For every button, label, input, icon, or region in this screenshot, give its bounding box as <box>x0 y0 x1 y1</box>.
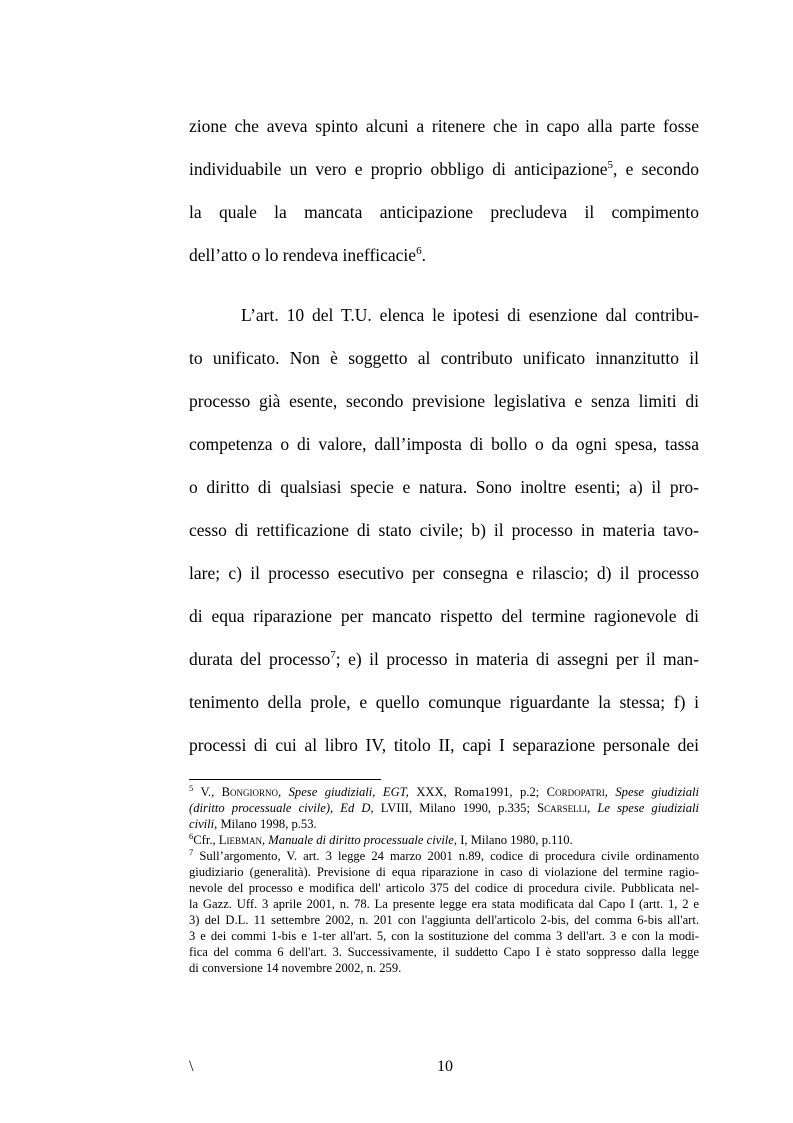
paragraph-1-line-4 <box>189 243 699 267</box>
footnote-7-line-6 <box>189 929 699 944</box>
footnote-number: 6 <box>189 831 194 841</box>
text-run: , <box>587 801 598 815</box>
text-run: dell’atto o lo rendeva inefficacie <box>189 245 417 265</box>
text-run: processi di cui al libro IV, titolo II, capi I separazione personale dei <box>189 735 699 755</box>
footnote-5-line-1 <box>189 785 699 800</box>
author-name: Cordopatri <box>546 785 605 799</box>
footnote-ref-7[interactable]: 7 <box>330 649 336 661</box>
text-run: , e secondo <box>612 159 699 179</box>
footnote-ref-6[interactable]: 6 <box>416 245 422 257</box>
footnote-7-line-1 <box>189 849 699 864</box>
work-title: Spese giudiziali, EGT, <box>288 785 409 799</box>
paragraph-2-line-4 <box>189 432 699 456</box>
text-run: processo già esente, secondo previsione legislativa e senza limiti di <box>189 391 699 411</box>
footnote-7-line-5 <box>189 913 699 928</box>
paragraph-2-line-9 <box>189 647 699 671</box>
page-number: 10 <box>437 1058 453 1075</box>
text-run: la quale la mancata anticipazione precludeva il compimento <box>189 202 699 222</box>
text-run: lare; c) il processo esecutivo per consegna e rilascio; d) il processo <box>189 563 699 583</box>
author-name: Scarselli <box>537 801 588 815</box>
footnote-7-line-7 <box>189 945 699 960</box>
footnote-7-line-4 <box>189 897 699 912</box>
paragraph-2-line-3 <box>189 389 699 413</box>
text-run: individuabile un vero e proprio obbligo di anticipazione <box>189 159 608 179</box>
text-run: Cfr., <box>193 833 219 847</box>
footnote-7-line-8 <box>189 961 699 976</box>
paragraph-1-line-1 <box>189 114 699 138</box>
text-run: giudiziario (generalità). Previsione di equa riparazione in caso di violazione del termine ragio- <box>189 865 699 879</box>
text-run: cesso di rettificazione di stato civile; b) il processo in materia tavo- <box>189 520 699 540</box>
footnote-number: 5 <box>189 783 194 793</box>
work-title: Spese giudiziali <box>615 785 700 799</box>
author-name: Bongiorno <box>221 785 279 799</box>
text-run: , <box>278 785 289 799</box>
text-run: Milano 1998, p.53. <box>217 817 317 831</box>
paragraph-1-line-3 <box>189 200 699 224</box>
text-run: Sull’argomento, V. art. 3 legge 24 marzo 2001 n.89, codice di procedura civile ordinamento <box>193 849 699 863</box>
text-run: nevole del processo e modifica dell' articolo 375 del codice di procedura civile. Pubblicata nel- <box>189 881 699 895</box>
text-run: durata del processo <box>189 649 331 669</box>
text-run: tenimento della prole, e quello comunque riguardante la stessa; f) i <box>189 692 699 712</box>
footnote-6-line-1 <box>189 833 699 848</box>
text-run: di conversione 14 novembre 2002, n. 259. <box>189 961 402 975</box>
footnote-5-line-3 <box>189 817 699 832</box>
work-title: Manuale di diritto processuale civile, <box>268 833 458 847</box>
text-run: I, Milano 1980, p.110. <box>457 833 573 847</box>
text-run: , <box>604 785 616 799</box>
paragraph-2-line-8 <box>189 604 699 628</box>
work-title: Le spese giudiziali <box>597 801 700 815</box>
paragraph-2-line-10 <box>189 690 699 714</box>
work-title: (diritto processuale civile), Ed D, <box>189 801 374 815</box>
footnote-7-line-3 <box>189 881 699 896</box>
paragraph-2-line-6 <box>189 518 699 542</box>
text-run: L’art. 10 del T.U. elenca le ipotesi di esenzione dal contribu- <box>241 305 699 325</box>
work-title: civili, <box>189 817 218 831</box>
author-name: Liebman <box>218 833 262 847</box>
text-run: fica del comma 6 dell'art. 3. Successivamente, il suddetto Capo I è stato soppresso dalla legge <box>189 945 699 959</box>
text-run: competenza o di valore, dall’imposta di bollo o da ogni spesa, tassa <box>189 434 699 454</box>
text-run: la Gazz. Uff. 3 aprile 2001, n. 78. La presente legge era stata modificata dal Capo I (artt. 1, 2 e <box>189 897 699 911</box>
text-run: ; e) il processo in materia di assegni per il man- <box>335 649 699 669</box>
footer-mark: \ <box>189 1058 194 1075</box>
text-run: . <box>421 245 426 265</box>
paragraph-2-line-1 <box>189 303 699 327</box>
text-run: XXX, Roma1991, p.2; <box>408 785 547 799</box>
text-run: zione che aveva spinto alcuni a ritenere che in capo alla parte fosse <box>189 116 699 136</box>
footnote-ref-5[interactable]: 5 <box>607 159 613 171</box>
text-run: V., <box>193 785 222 799</box>
paragraph-2-line-11 <box>189 733 699 757</box>
paragraph-2-line-7 <box>189 561 699 585</box>
text-run: 3 e dei commi 1-bis e 1-ter all'art. 5, con la sostituzione del comma 3 dell'art. 3 e con la modi- <box>189 929 699 943</box>
text-run: di equa riparazione per mancato rispetto del termine ragionevole di <box>189 606 699 626</box>
text-run: , <box>262 833 269 847</box>
footnote-7-line-2 <box>189 865 699 880</box>
footnote-number: 7 <box>189 847 194 857</box>
text-run: to unificato. Non è soggetto al contributo unificato innanzitutto il <box>189 348 699 368</box>
footnote-separator <box>189 779 381 780</box>
text-run: 3) del D.L. 11 settembre 2002, n. 201 con l'aggiunta dell'articolo 2-bis, del comma 6-bis all'art. <box>189 913 699 927</box>
footnote-5-line-2 <box>189 801 699 816</box>
paragraph-2-line-2 <box>189 346 699 370</box>
paragraph-2-line-5 <box>189 475 699 499</box>
text-run: LVIII, Milano 1990, p.335; <box>373 801 538 815</box>
text-run: o diritto di qualsiasi specie e natura. Sono inoltre esenti; a) il pro- <box>189 477 699 497</box>
paragraph-1-line-2 <box>189 157 699 181</box>
